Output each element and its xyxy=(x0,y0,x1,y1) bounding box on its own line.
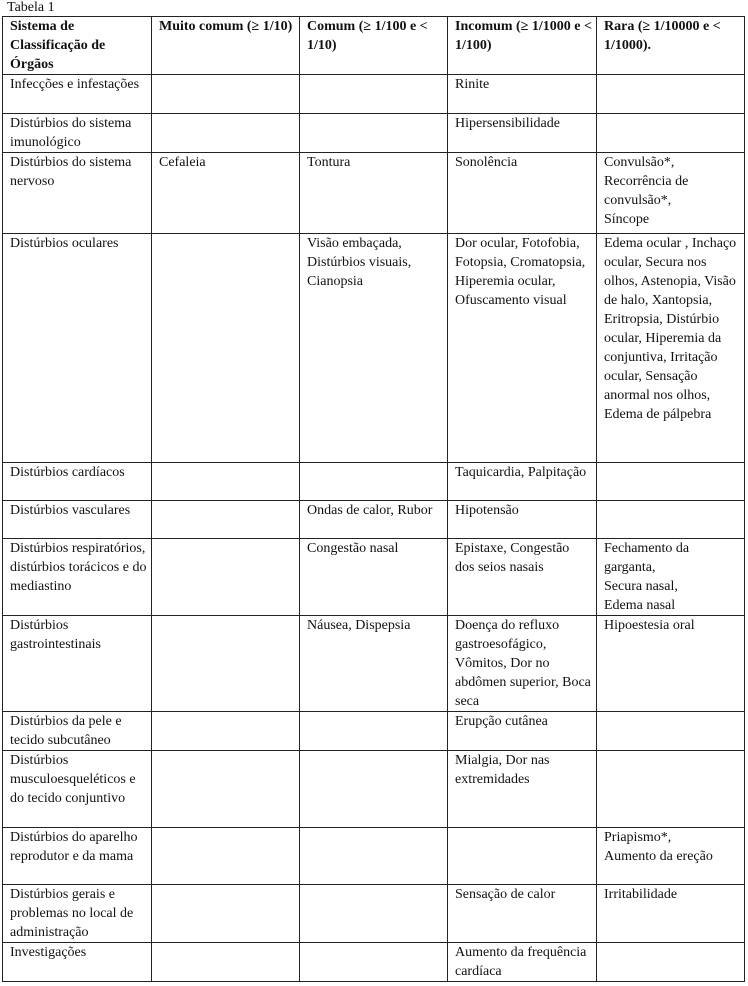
table-row xyxy=(3,885,745,943)
cell-uncommon: Doença do refluxo gastroesofágico, Vômitos, Dor no abdômen superior, Boca seca xyxy=(448,616,597,712)
table-row xyxy=(3,75,745,114)
cell-uncommon xyxy=(448,828,597,885)
table-row xyxy=(3,828,745,885)
header-uncommon: Incomum (≥ 1/1000 e < 1/100) xyxy=(448,17,597,75)
cell-rare xyxy=(597,751,745,828)
table-row xyxy=(3,501,745,539)
cell-rare: Convulsão*, Recorrência de convulsão*, Síncope xyxy=(597,153,745,234)
header-very-common: Muito comum (≥ 1/10) xyxy=(152,17,300,75)
cell-organ-system: Distúrbios cardíacos xyxy=(3,463,152,501)
table-row xyxy=(3,616,745,712)
cell-common xyxy=(300,75,448,114)
table-row xyxy=(3,712,745,751)
cell-very-common xyxy=(152,751,300,828)
cell-organ-system: Distúrbios musculoesqueléticos e do tecido conjuntivo xyxy=(3,751,152,828)
cell-organ-system: Distúrbios oculares xyxy=(3,234,152,463)
cell-rare: Hipoestesia oral xyxy=(597,616,745,712)
table-row xyxy=(3,153,745,234)
table-row xyxy=(3,234,745,463)
cell-common xyxy=(300,712,448,751)
cell-uncommon: Mialgia, Dor nas extremidades xyxy=(448,751,597,828)
cell-rare xyxy=(597,501,745,539)
cell-organ-system: Distúrbios gerais e problemas no local de administração xyxy=(3,885,152,943)
cell-common: Tontura xyxy=(300,153,448,234)
cell-organ-system: Distúrbios do sistema imunológico xyxy=(3,114,152,153)
cell-common xyxy=(300,828,448,885)
cell-very-common xyxy=(152,114,300,153)
header-rare: Rara (≥ 1/10000 e < 1/1000). xyxy=(597,17,745,75)
cell-uncommon: Sensação de calor xyxy=(448,885,597,943)
cell-very-common xyxy=(152,463,300,501)
cell-common xyxy=(300,463,448,501)
header-organ-system: Sistema de Classificação de Órgãos xyxy=(3,17,152,75)
cell-very-common xyxy=(152,234,300,463)
cell-very-common xyxy=(152,616,300,712)
table-row xyxy=(3,539,745,616)
cell-rare xyxy=(597,943,745,982)
table-row xyxy=(3,751,745,828)
cell-common: Visão embaçada, Distúrbios visuais, Cianopsia xyxy=(300,234,448,463)
cell-common: Congestão nasal xyxy=(300,539,448,616)
cell-rare: Priapismo*, Aumento da ereção xyxy=(597,828,745,885)
cell-rare: Edema ocular , Inchaço ocular, Secura nos olhos, Astenopia, Visão de halo, Xantopsia, Eritropsia, Distúrbio ocular, Hiperemia da conjuntiva, Irritação ocular, Sensação anormal nos olhos, Edema de pálpebra xyxy=(597,234,745,463)
cell-organ-system: Investigações xyxy=(3,943,152,982)
cell-common xyxy=(300,885,448,943)
cell-common xyxy=(300,751,448,828)
table-caption: Tabela 1 xyxy=(7,0,55,15)
cell-uncommon: Erupção cutânea xyxy=(448,712,597,751)
table-header-row xyxy=(3,17,745,75)
cell-very-common xyxy=(152,828,300,885)
table-row xyxy=(3,943,745,982)
cell-uncommon: Taquicardia, Palpitação xyxy=(448,463,597,501)
cell-very-common: Cefaleia xyxy=(152,153,300,234)
cell-organ-system: Distúrbios respiratórios, distúrbios torácicos e do mediastino xyxy=(3,539,152,616)
cell-rare xyxy=(597,712,745,751)
cell-common: Ondas de calor, Rubor xyxy=(300,501,448,539)
table-body xyxy=(3,75,745,982)
cell-uncommon: Hipotensão xyxy=(448,501,597,539)
cell-organ-system: Distúrbios da pele e tecido subcutâneo xyxy=(3,712,152,751)
cell-rare: Irritabilidade xyxy=(597,885,745,943)
table-row xyxy=(3,463,745,501)
cell-uncommon: Hipersensibilidade xyxy=(448,114,597,153)
cell-very-common xyxy=(152,75,300,114)
cell-organ-system: Distúrbios vasculares xyxy=(3,501,152,539)
cell-uncommon: Epistaxe, Congestão dos seios nasais xyxy=(448,539,597,616)
cell-rare: Fechamento da garganta, Secura nasal, Edema nasal xyxy=(597,539,745,616)
header-common: Comum (≥ 1/100 e < 1/10) xyxy=(300,17,448,75)
adverse-reactions-table xyxy=(2,16,745,982)
cell-organ-system: Distúrbios gastrointestinais xyxy=(3,616,152,712)
cell-rare xyxy=(597,75,745,114)
cell-rare xyxy=(597,114,745,153)
cell-common: Náusea, Dispepsia xyxy=(300,616,448,712)
cell-uncommon: Sonolência xyxy=(448,153,597,234)
cell-very-common xyxy=(152,885,300,943)
cell-very-common xyxy=(152,943,300,982)
cell-organ-system: Infecções e infestações xyxy=(3,75,152,114)
cell-very-common xyxy=(152,712,300,751)
cell-rare xyxy=(597,463,745,501)
cell-common xyxy=(300,943,448,982)
cell-very-common xyxy=(152,539,300,616)
cell-common xyxy=(300,114,448,153)
table-row xyxy=(3,114,745,153)
cell-organ-system: Distúrbios do sistema nervoso xyxy=(3,153,152,234)
cell-uncommon: Aumento da frequência cardíaca xyxy=(448,943,597,982)
cell-very-common xyxy=(152,501,300,539)
cell-uncommon: Rinite xyxy=(448,75,597,114)
cell-uncommon: Dor ocular, Fotofobia, Fotopsia, Cromatopsia, Hiperemia ocular, Ofuscamento visual xyxy=(448,234,597,463)
cell-organ-system: Distúrbios do aparelho reprodutor e da mama xyxy=(3,828,152,885)
